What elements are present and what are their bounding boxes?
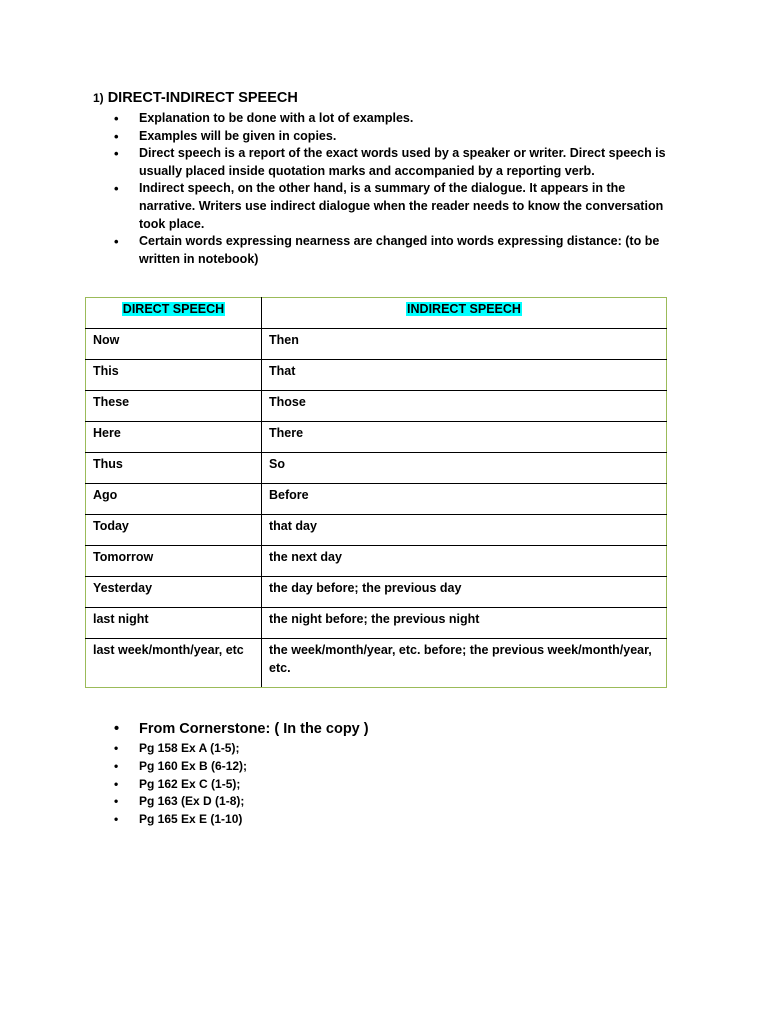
table-row (86, 391, 667, 422)
table-row (86, 608, 667, 639)
table-header-row (86, 298, 667, 329)
indirect-cell: the day before; the previous day (262, 577, 667, 608)
list-item: • Examples will be given in copies. (108, 128, 678, 146)
indirect-cell: So (262, 453, 667, 484)
table-row (86, 360, 667, 391)
list-item: • Pg 160 Ex B (6-12); (108, 758, 608, 776)
list-item: • Pg 162 Ex C (1-5); (108, 776, 608, 794)
list-item: • Explanation to be done with a lot of examples. (108, 110, 678, 128)
table-row (86, 484, 667, 515)
list-item: • Direct speech is a report of the exact words used by a speaker or writer. Direct speech is usually placed inside quotation marks and accompanied by a reporting verb. (108, 145, 678, 180)
indirect-cell: the night before; the previous night (262, 608, 667, 639)
header-indirect-speech (262, 298, 667, 329)
explanation-list (108, 110, 678, 268)
header-label: INDIRECT SPEECH (407, 302, 521, 316)
indirect-cell: That (262, 360, 667, 391)
direct-cell: last night (86, 608, 262, 639)
indirect-cell: There (262, 422, 667, 453)
direct-cell: Tomorrow (86, 546, 262, 577)
indirect-cell: that day (262, 515, 667, 546)
list-item: • Pg 158 Ex A (1-5); (108, 740, 608, 758)
table-row (86, 639, 667, 688)
direct-cell: Today (86, 515, 262, 546)
table-row (86, 577, 667, 608)
header-label: DIRECT SPEECH (122, 302, 225, 316)
indirect-cell: Before (262, 484, 667, 515)
header-direct-speech (86, 298, 262, 329)
list-item: • Indirect speech, on the other hand, is a summary of the dialogue. It appears in the narrative. Writers use indirect dialogue when the reader needs to know the conversation took place. (108, 180, 678, 233)
direct-cell: Here (86, 422, 262, 453)
section-heading (93, 90, 298, 106)
direct-cell: last week/month/year, etc (86, 639, 262, 688)
cornerstone-title: • From Cornerstone: ( In the copy ) (108, 718, 608, 740)
table-row (86, 453, 667, 484)
indirect-cell: the week/month/year, etc. before; the previous week/month/year, etc. (262, 639, 667, 688)
indirect-cell: the next day (262, 546, 667, 577)
list-item: • Certain words expressing nearness are changed into words expressing distance: (to be written in notebook) (108, 233, 678, 268)
indirect-cell: Those (262, 391, 667, 422)
table-row (86, 546, 667, 577)
list-item: • Pg 163 (Ex D (1-8); (108, 793, 608, 811)
direct-cell: These (86, 391, 262, 422)
direct-cell: Thus (86, 453, 262, 484)
section-number: 1) (93, 91, 104, 105)
cornerstone-exercise-list (108, 718, 608, 829)
direct-cell: Yesterday (86, 577, 262, 608)
table-row (86, 329, 667, 360)
indirect-cell: Then (262, 329, 667, 360)
list-item: • Pg 165 Ex E (1-10) (108, 811, 608, 829)
table-row (86, 515, 667, 546)
section-title: DIRECT-INDIRECT SPEECH (107, 90, 298, 106)
table-row (86, 422, 667, 453)
direct-cell: Now (86, 329, 262, 360)
direct-cell: This (86, 360, 262, 391)
speech-conversion-table (85, 297, 667, 688)
direct-cell: Ago (86, 484, 262, 515)
